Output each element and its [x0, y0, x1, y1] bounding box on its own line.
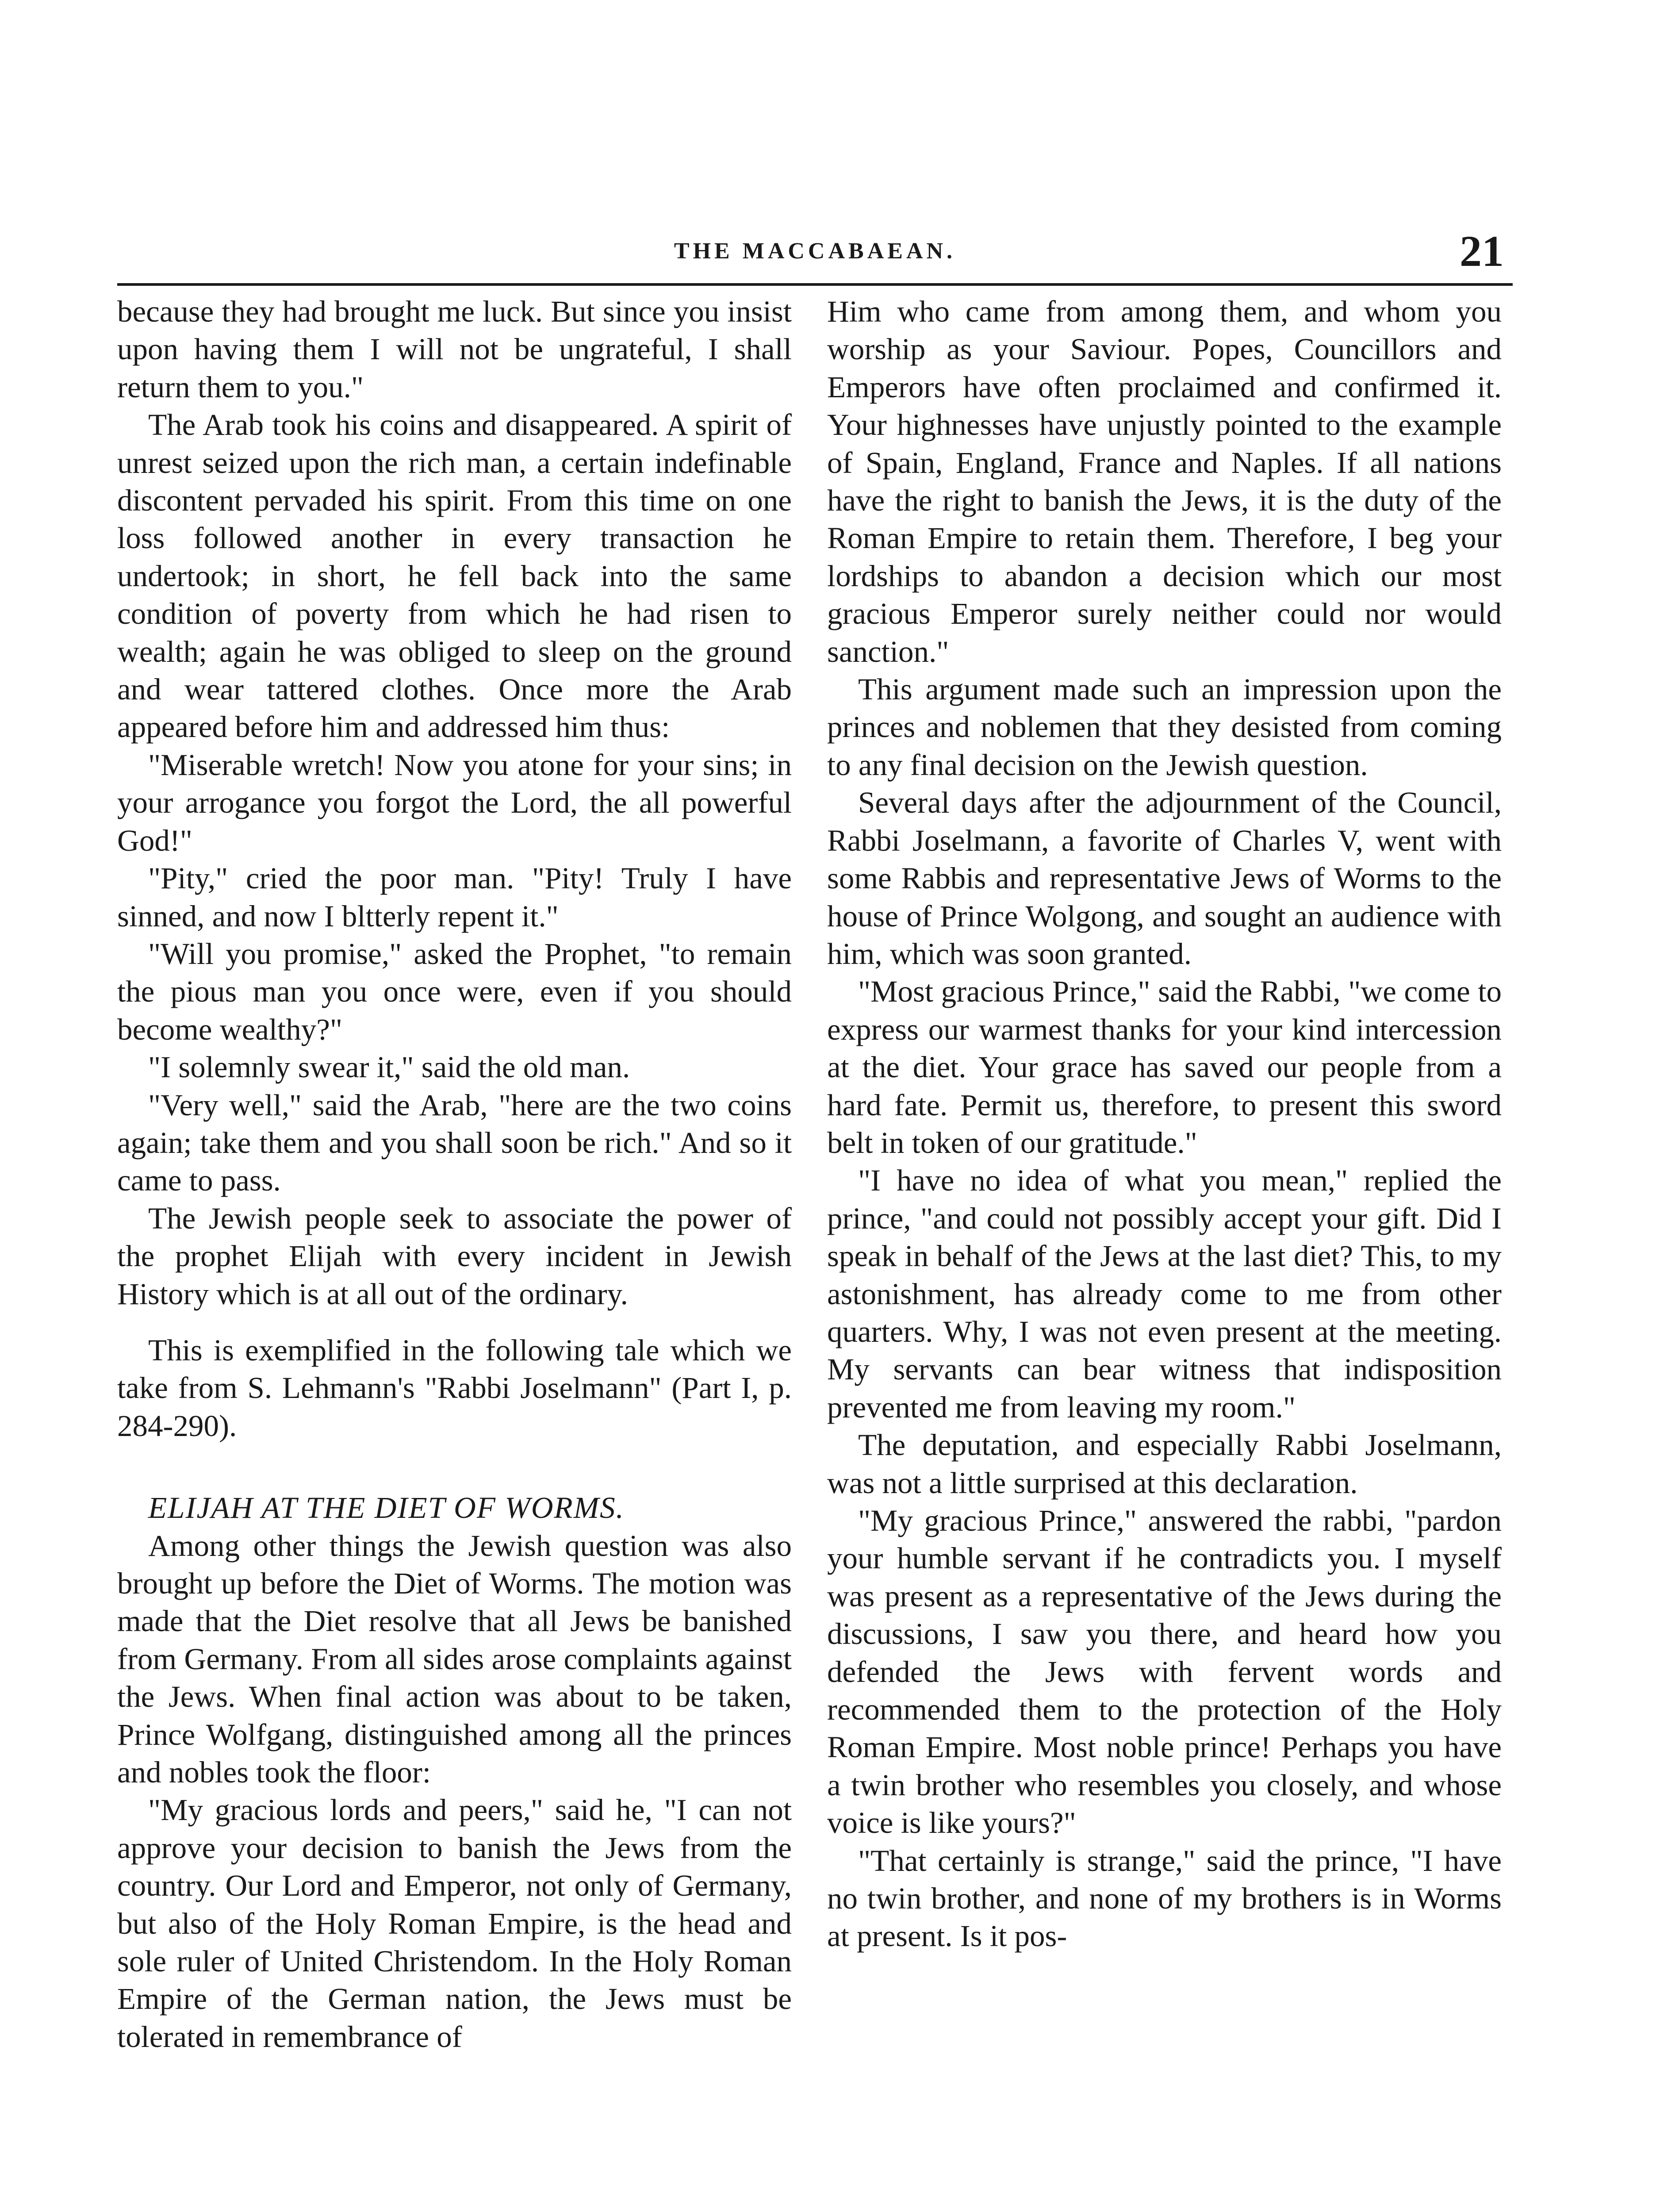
paragraph: The deputation, and especially Rabbi Joselmann, was not a little surprised at this declaration.	[827, 1428, 1502, 1500]
page-number: 21	[1460, 227, 1504, 276]
paragraph: "I solemnly swear it," said the old man.	[148, 1050, 630, 1084]
left-column	[117, 293, 792, 2056]
paragraph: because they had brought me luck. But since you insist upon having them I will not be ungrateful, I shall return them to you."	[117, 295, 792, 404]
paragraph: "Most gracious Prince," said the Rabbi, "we come to express our warmest thanks for your kind intercession at the diet. Your grace has saved our people from a hard fate. Permit us, therefore, to present this sword belt in token of our gratitude."	[827, 975, 1502, 1160]
page-header	[117, 227, 1513, 286]
paragraph: This is exemplified in the following tale which we take from S. Lehmann's "Rabbi Joselmann" (Part I, p. 284-290).	[117, 1333, 792, 1443]
running-title: THE MACCABAEAN.	[674, 238, 956, 264]
paragraph: "Miserable wretch! Now you atone for your sins; in your arrogance you forgot the Lord, the all powerful God!"	[117, 748, 792, 857]
paragraph: "My gracious Prince," answered the rabbi, "pardon your humble servant if he contradicts you. I myself was present as a representative of the Jews during the discussions, I saw you there, and heard how you defended the Jews with fervent words and recommended them to the protection of the Holy Roman Empire. Most noble prince! Perhaps you have a twin brother who resembles you closely, and whose voice is like yours?"	[827, 1504, 1502, 1840]
paragraph: "Will you promise," asked the Prophet, "to remain the pious man you once were, even if you should become wealthy?"	[117, 937, 792, 1046]
paragraph: The Arab took his coins and disappeared. A spirit of unrest seized upon the rich man, a certain indefinable discontent pervaded his spirit. From this time on one loss followed another in every transaction he undertook; in short, he fell back into the same condition of poverty from which he had risen to wealth; again he was obliged to sleep on the ground and wear tattered clothes. Once more the Arab appeared before him and addressed him thus:	[117, 408, 792, 744]
paragraph: The Jewish people seek to associate the power of the prophet Elijah with every incident in Jewish History which is at all out of the ordinary.	[117, 1201, 792, 1311]
paragraph: Him who came from among them, and whom you worship as your Saviour. Popes, Councillors and Emperors have often proclaimed and confirmed it. Your highnesses have unjustly pointed to the example of Spain, England, France and Naples. If all nations have the right to banish the Jews, it is the duty of the Roman Empire to retain them. Therefore, I beg your lordships to abandon a decision which our most gracious Emperor surely neither could nor would sanction."	[827, 295, 1502, 668]
paragraph: Several days after the adjournment of the Council, Rabbi Joselmann, a favorite of Charles V, went with some Rabbis and representative Jews of Worms to the house of Prince Wolgong, and sought an audience with him, which was soon granted.	[827, 786, 1502, 971]
paragraph: "Very well," said the Arab, "here are the two coins again; take them and you shall soon be rich." And so it came to pass.	[117, 1088, 792, 1198]
paragraph: This argument made such an impression upon the princes and noblemen that they desisted from coming to any final decision on the Jewish question.	[827, 672, 1502, 782]
paragraph: "Pity," cried the poor man. "Pity! Truly I have sinned, and now I bltterly repent it."	[117, 861, 792, 933]
right-column	[827, 293, 1502, 1955]
paragraph: Among other things the Jewish question was also brought up before the Diet of Worms. The motion was made that the Diet resolve that all Jews be banished from Germany. From all sides arose complaints against the Jews. When final action was about to be taken, Prince Wolfgang, distinguished among all the princes and nobles took the floor:	[117, 1528, 792, 1790]
paragraph: "My gracious lords and peers," said he, "I can not approve your decision to banish the Jews from the country. Our Lord and Emperor, not only of Germany, but also of the Holy Roman Empire, is the head and sole ruler of United Christendom. In the Holy Roman Empire of the German nation, the Jews must be tolerated in remembrance of	[117, 1793, 792, 2054]
paragraph: "I have no idea of what you mean," replied the prince, "and could not possibly accept your gift. Did I speak in behalf of the Jews at the last diet? This, to my astonishment, has already come to me from other quarters. Why, I was not even present at the meeting. My servants can bear witness that indisposition prevented me from leaving my room."	[827, 1164, 1502, 1424]
section-heading: ELIJAH AT THE DIET OF WORMS.	[148, 1491, 625, 1525]
paragraph: "That certainly is strange," said the prince, "I have no twin brother, and none of my brothers is in Worms at present. Is it pos-	[827, 1843, 1502, 1953]
